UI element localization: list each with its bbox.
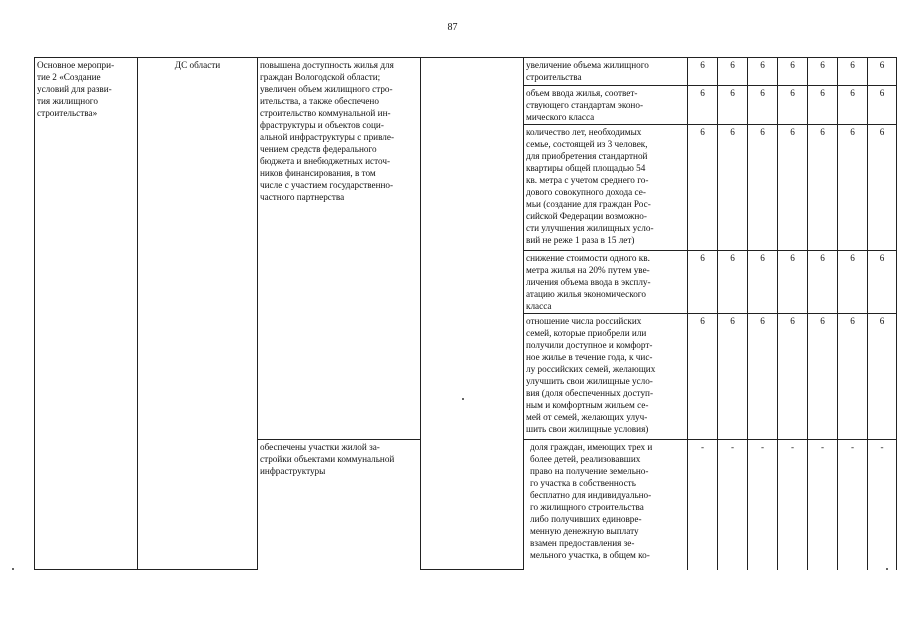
indicator-name: увеличение объема жилищного строительства xyxy=(526,60,649,82)
value-cell: 6 xyxy=(808,58,838,86)
indicator-cell xyxy=(524,440,688,570)
value-cell: 6 xyxy=(748,86,778,125)
page-number: 87 xyxy=(447,22,458,33)
value-cell: 6 xyxy=(868,125,897,251)
value-cell: 6 xyxy=(748,314,778,440)
scan-speck xyxy=(12,568,14,570)
indicator-name: доля граждан, имеющих трех и более детей, реализовавших право на получение земельно- го участка в собственность бесплатно для индивидуально- го жилищного строительства либо получивших единовре- менную денежную выплату взамен предоставления зе- мельного участка, в общем ко- xyxy=(530,442,653,560)
value-cell: 6 xyxy=(778,86,808,125)
table-row xyxy=(35,58,897,86)
value-cell: 6 xyxy=(748,251,778,314)
blank-column-cell xyxy=(421,58,524,570)
value-cell: - xyxy=(868,440,897,570)
indicator-name: снижение стоимости одного кв. метра жилья на 20% путем уве- личения объема ввода в эксплу- атацию жилья экономического класса xyxy=(526,253,651,311)
indicator-name: объем ввода жилья, соответ- ствующего стандартам эконо- мического класса xyxy=(526,88,644,122)
value-cell: 6 xyxy=(838,314,868,440)
program-table xyxy=(34,57,897,570)
value-cell: 6 xyxy=(718,125,748,251)
indicator-cell xyxy=(524,314,688,440)
scan-speck xyxy=(462,398,464,400)
value-cell: 6 xyxy=(688,251,718,314)
indicator-cell xyxy=(524,58,688,86)
indicator-name: количество лет, необходимых семье, состоящей из 3 человек, для приобретения стандартной квартиры общей площадью 54 кв. метра с учетом среднего го- дового совокупного дохода се- мьи (создание для граждан Рос- сийской Федерации возможно- сти улучшения жилищных усло- вий не реже 1 раза в 15 лет) xyxy=(526,127,654,245)
value-cell: 6 xyxy=(808,86,838,125)
value-cell: 6 xyxy=(808,314,838,440)
value-cell: 6 xyxy=(838,86,868,125)
value-cell: 6 xyxy=(868,251,897,314)
value-cell: 6 xyxy=(838,251,868,314)
value-cell: 6 xyxy=(748,125,778,251)
value-cell: 6 xyxy=(688,58,718,86)
indicator-cell xyxy=(524,86,688,125)
value-cell: - xyxy=(718,440,748,570)
event-cell xyxy=(35,58,138,570)
value-cell: 6 xyxy=(778,314,808,440)
value-cell: 6 xyxy=(718,251,748,314)
value-cell: 6 xyxy=(718,86,748,125)
value-cell: 6 xyxy=(868,58,897,86)
event-name: Основное меропри- тие 2 «Создание условий для разви- тия жилищного строительства» xyxy=(37,60,115,118)
value-cell: 6 xyxy=(688,125,718,251)
value-cell: 6 xyxy=(838,125,868,251)
value-cell: 6 xyxy=(718,58,748,86)
executor-name: ДС области xyxy=(174,60,221,70)
executor-cell xyxy=(138,58,258,570)
value-cell: 6 xyxy=(808,125,838,251)
value-cell: 6 xyxy=(808,251,838,314)
expected-result: повышена доступность жилья для граждан Вологодской области; увеличен объем жилищного стро- ительства, а также обеспечено строительство коммунальной ин- фраструктуры и объектов соци- альной инфраструктуры с привле- чением средств федерального бюджета и внебюджетных источ- ников финансирования, в том числе с участием государственно- частного партнерства xyxy=(260,60,395,202)
value-cell: 6 xyxy=(778,58,808,86)
value-cell: 6 xyxy=(748,58,778,86)
value-cell: 6 xyxy=(838,58,868,86)
value-cell: - xyxy=(778,440,808,570)
value-cell: 6 xyxy=(718,314,748,440)
indicator-cell xyxy=(524,125,688,251)
indicator-cell xyxy=(524,251,688,314)
value-cell: - xyxy=(808,440,838,570)
value-cell: - xyxy=(838,440,868,570)
scan-speck xyxy=(886,568,888,570)
value-cell: 6 xyxy=(688,314,718,440)
result-cell xyxy=(258,440,421,570)
value-cell: 6 xyxy=(688,86,718,125)
value-cell: 6 xyxy=(778,251,808,314)
result-cell xyxy=(258,58,421,440)
value-cell: - xyxy=(748,440,778,570)
value-cell: 6 xyxy=(868,86,897,125)
indicator-name: отношение числа российских семей, которые приобрели или получили доступное и комфорт- ное жилье в течение года, к чис- лу российских семей, желающих улучшить свои жилищные усло- вия (доля обеспеченных доступ- ным и комфортным жильем се- мей от семей, желающих улуч- шить свои жилищные условия) xyxy=(526,316,656,434)
value-cell: - xyxy=(688,440,718,570)
value-cell: 6 xyxy=(868,314,897,440)
expected-result: обеспечены участки жилой за- стройки объектами коммунальной инфраструктуры xyxy=(260,442,395,476)
value-cell: 6 xyxy=(778,125,808,251)
